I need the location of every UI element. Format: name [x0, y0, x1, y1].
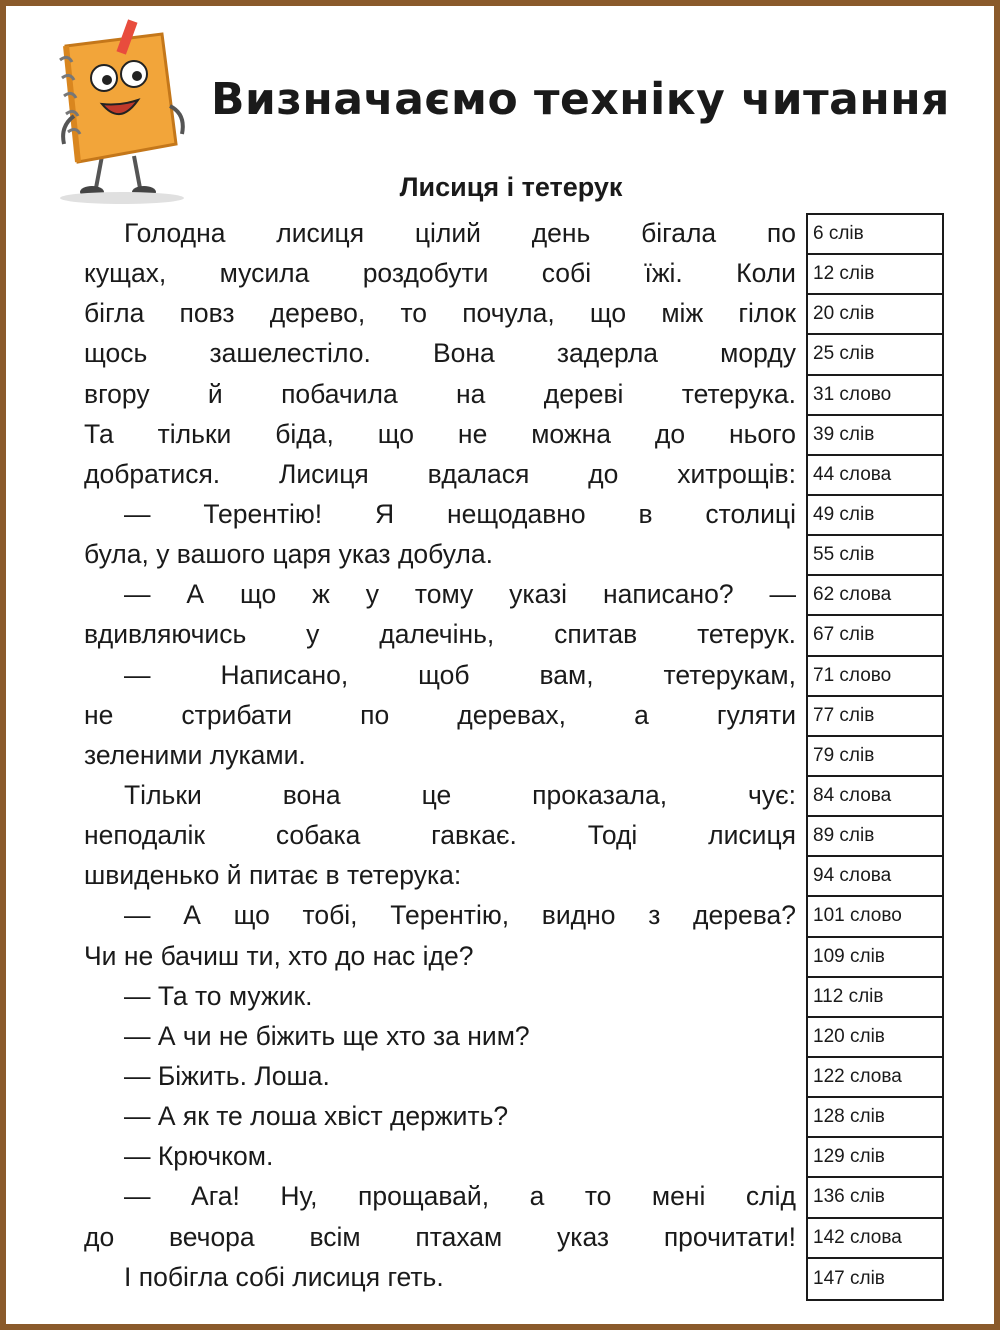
- story-line: бігла повз дерево, то почула, що між гілок: [84, 298, 796, 329]
- story-line: кущах, мусила роздобути собі їжі. Коли: [84, 258, 796, 289]
- story-line: до вечора всім птахам указ прочитати!: [84, 1221, 796, 1252]
- story-line: була, у вашого царя указ добула.: [84, 539, 493, 570]
- word-count-cell: 67 слів: [808, 616, 942, 656]
- story-line: — Біжить. Лоша.: [124, 1060, 330, 1091]
- story-line: добратися. Лисиця вдалася до хитрощів:: [84, 458, 796, 489]
- story-text: [84, 213, 796, 1297]
- story-line: неподалік собака гавкає. Тоді лисиця: [84, 820, 796, 851]
- word-count-cell: 55 слів: [808, 536, 942, 576]
- word-count-cell: 84 слова: [808, 777, 942, 817]
- word-count-cell: 62 слова: [808, 576, 942, 616]
- word-count-cell: 120 слів: [808, 1018, 942, 1058]
- word-count-cell: 25 слів: [808, 335, 942, 375]
- word-count-cell: 79 слів: [808, 737, 942, 777]
- story-title: Лисиця і тетерук: [399, 172, 623, 202]
- word-count-cell: 128 слів: [808, 1098, 942, 1138]
- word-count-cell: 129 слів: [808, 1138, 942, 1178]
- story-line: — А що ж у тому указі написано? —: [124, 579, 796, 610]
- word-count-cell: 89 слів: [808, 817, 942, 857]
- word-count-cell: 71 слово: [808, 657, 942, 697]
- word-count-cell: 20 слів: [808, 295, 942, 335]
- story-line: Та тільки біда, що не можна до нього: [84, 418, 796, 449]
- story-line: вдивляючись у далечінь, спитав тетерук.: [84, 619, 796, 650]
- story-line: — Та то мужик.: [124, 980, 313, 1011]
- story-line: Голодна лисиця цілий день бігала по: [124, 218, 796, 248]
- word-count-cell: 31 слово: [808, 376, 942, 416]
- word-count-cell: 6 слів: [808, 215, 942, 255]
- story-line: — Крючком.: [124, 1141, 274, 1172]
- word-count-cell: 39 слів: [808, 416, 942, 456]
- story-line: — А як те лоша хвіст держить?: [124, 1101, 509, 1132]
- word-count-cell: 112 слів: [808, 978, 942, 1018]
- story-line: щось зашелестіло. Вона задерла морду: [84, 338, 796, 369]
- word-count-cell: 49 слів: [808, 496, 942, 536]
- story-line: І побігла собі лисиця геть.: [124, 1261, 444, 1292]
- word-count-cell: 142 слова: [808, 1219, 942, 1259]
- word-count-column: [806, 213, 944, 1301]
- story-line: — Ага! Ну, прощавай, а то мені слід: [124, 1181, 796, 1212]
- word-count-cell: 109 слів: [808, 938, 942, 978]
- story-line: швиденько й питає в тетерука:: [84, 860, 462, 891]
- word-count-cell: 147 слів: [813, 1267, 885, 1289]
- word-count-cell: 77 слів: [808, 697, 942, 737]
- story-line: Тільки вона це проказала, чує:: [124, 779, 796, 810]
- word-count-cell: 122 слова: [808, 1058, 942, 1098]
- word-count-cell: 94 слова: [808, 857, 942, 897]
- story-line: не стрибати по деревах, а гуляти: [84, 699, 796, 730]
- word-count-cell: 12 слів: [808, 255, 942, 295]
- page-title: Визначаємо техніку читання: [211, 74, 950, 125]
- word-count-cell: 44 слова: [808, 456, 942, 496]
- notebook-mascot-icon: [44, 16, 194, 206]
- story-line: зеленими луками.: [84, 739, 306, 770]
- story-line: Чи не бачиш ти, хто до нас іде?: [84, 940, 474, 971]
- story-line: — Терентію! Я нещодавно в столиці: [124, 498, 796, 529]
- story-line: — Написано, щоб вам, тетерукам,: [124, 659, 796, 690]
- story-line: — А чи не біжить ще хто за ним?: [124, 1020, 530, 1051]
- story-line: вгору й побачила на дереві тетерука.: [84, 378, 796, 409]
- story-line: — А що тобі, Терентію, видно з дерева?: [124, 900, 796, 931]
- word-count-cell: 136 слів: [808, 1178, 942, 1218]
- word-count-cell: 101 слово: [808, 897, 942, 937]
